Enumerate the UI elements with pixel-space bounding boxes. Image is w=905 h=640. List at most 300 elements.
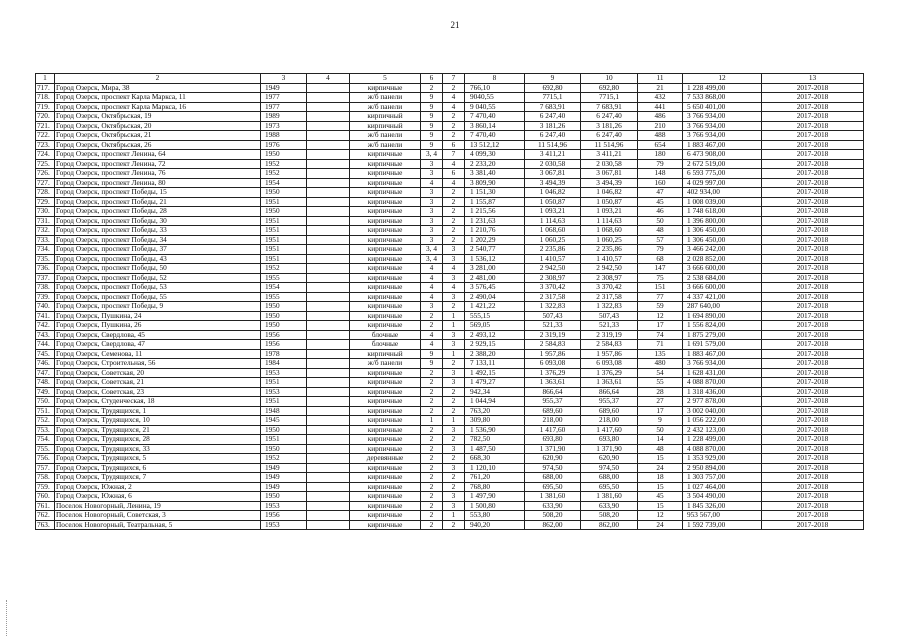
table-cell: 147 xyxy=(638,264,683,274)
table-cell: кирпичные xyxy=(350,169,421,179)
table-cell xyxy=(307,235,350,245)
table-cell: кирпичные xyxy=(350,501,421,511)
table-cell: 761. xyxy=(36,501,55,511)
table-cell: 441 xyxy=(638,102,683,112)
table-cell: 1954 xyxy=(261,283,307,293)
table-cell: 1955 xyxy=(261,292,307,302)
table-cell: 728. xyxy=(36,188,55,198)
table-cell: 1953 xyxy=(261,520,307,530)
table-cell: 1951 xyxy=(261,197,307,207)
table-cell: 2017-2018 xyxy=(762,83,864,93)
table-cell: Город Озерск, Октябрьская, 19 xyxy=(55,112,261,122)
table-cell: 1952 xyxy=(261,454,307,464)
table-cell: Город Озерск, проспект Победы, 15 xyxy=(55,188,261,198)
table-cell: 4 xyxy=(421,264,443,274)
table-cell: 717. xyxy=(36,83,55,93)
table-cell: 1 202,29 xyxy=(465,235,525,245)
table-cell: 47 xyxy=(638,188,683,198)
table-cell: Город Озерск, Советская, 23 xyxy=(55,387,261,397)
table-cell: 2 xyxy=(443,121,465,131)
table-cell: 1956 xyxy=(261,330,307,340)
table-cell: 12 xyxy=(638,311,683,321)
table-cell: 2017-2018 xyxy=(762,416,864,426)
table-cell: 7 470,40 xyxy=(465,112,525,122)
table-cell: Город Озерск, Октябрьская, 20 xyxy=(55,121,261,131)
table-cell: 287 640,00 xyxy=(683,302,762,312)
table-cell: кирпичные xyxy=(350,492,421,502)
table-cell: Город Озерск, Октябрьская, 26 xyxy=(55,140,261,150)
table-cell: Город Озерск, Строительная, 56 xyxy=(55,359,261,369)
table-cell: 3 xyxy=(421,169,443,179)
table-cell: Город Озерск, проспект Победы, 37 xyxy=(55,245,261,255)
table-cell: 521,33 xyxy=(581,321,638,331)
table-cell: 866,64 xyxy=(581,387,638,397)
table-cell: Город Озерск, проспект Победы, 9 xyxy=(55,302,261,312)
table-cell: 2 xyxy=(421,473,443,483)
table-cell: кирпичный xyxy=(350,121,421,131)
table-cell: 4 xyxy=(443,102,465,112)
table-cell: 4 xyxy=(421,330,443,340)
table-row xyxy=(36,283,864,293)
table-cell: 1 060,25 xyxy=(581,235,638,245)
table-cell: 2 xyxy=(421,454,443,464)
table-cell: 2 xyxy=(421,83,443,93)
table-cell: 729. xyxy=(36,197,55,207)
table-row xyxy=(36,359,864,369)
table-cell: 692,80 xyxy=(581,83,638,93)
table-cell: 2017-2018 xyxy=(762,264,864,274)
table-cell: 740. xyxy=(36,302,55,312)
table-cell: 6 473 908,00 xyxy=(683,150,762,160)
table-cell: блочные xyxy=(350,330,421,340)
table-cell: 688,00 xyxy=(525,473,581,483)
table-cell: 6 247,40 xyxy=(581,131,638,141)
column-header-cell: 5 xyxy=(350,74,421,84)
table-cell: 1976 xyxy=(261,140,307,150)
table-row xyxy=(36,349,864,359)
table-cell: 1 592 739,00 xyxy=(683,520,762,530)
table-cell: 2 xyxy=(421,520,443,530)
table-cell: 2 493,12 xyxy=(465,330,525,340)
table-cell xyxy=(307,121,350,131)
table-cell: Город Озерск, Советская, 21 xyxy=(55,378,261,388)
table-cell: 3 466 242,00 xyxy=(683,245,762,255)
table-cell: 1952 xyxy=(261,169,307,179)
housing-register-table xyxy=(35,73,864,530)
table-cell: 15 xyxy=(638,482,683,492)
table-cell: 9 xyxy=(421,131,443,141)
table-cell: 3 666 600,00 xyxy=(683,264,762,274)
table-cell: 756. xyxy=(36,454,55,464)
table-cell xyxy=(307,169,350,179)
table-cell: 2017-2018 xyxy=(762,93,864,103)
table-cell: 12 xyxy=(638,511,683,521)
table-cell: 761,20 xyxy=(465,473,525,483)
table-cell: 3 xyxy=(443,444,465,454)
table-cell: 760. xyxy=(36,492,55,502)
table-cell: 1950 xyxy=(261,444,307,454)
table-cell: 3 xyxy=(421,235,443,245)
table-cell xyxy=(307,150,350,160)
table-cell: 2017-2018 xyxy=(762,226,864,236)
table-row xyxy=(36,254,864,264)
table-cell: кирпичные xyxy=(350,150,421,160)
table-cell: 2017-2018 xyxy=(762,188,864,198)
table-cell: 24 xyxy=(638,520,683,530)
table-cell: 1 322,83 xyxy=(581,302,638,312)
table-cell: 974,50 xyxy=(581,463,638,473)
table-cell: 721. xyxy=(36,121,55,131)
table-cell: 180 xyxy=(638,150,683,160)
table-cell: 2017-2018 xyxy=(762,340,864,350)
table-cell: 1 xyxy=(443,321,465,331)
table-cell: 2017-2018 xyxy=(762,368,864,378)
table-cell: 2017-2018 xyxy=(762,235,864,245)
table-cell: 3 xyxy=(443,292,465,302)
table-cell: 2017-2018 xyxy=(762,321,864,331)
table-cell: 11 514,96 xyxy=(525,140,581,150)
table-cell: кирпичные xyxy=(350,406,421,416)
table-row xyxy=(36,140,864,150)
table-cell: 744. xyxy=(36,340,55,350)
table-cell: 1951 xyxy=(261,397,307,407)
table-cell: 1 957,86 xyxy=(581,349,638,359)
table-cell: 2 xyxy=(421,425,443,435)
table-cell xyxy=(307,416,350,426)
table-cell: ж/б панели xyxy=(350,93,421,103)
table-cell: 2 xyxy=(443,188,465,198)
table-cell: 151 xyxy=(638,283,683,293)
table-cell: 2 235,86 xyxy=(581,245,638,255)
table-cell: 1951 xyxy=(261,216,307,226)
table-cell: 7715,1 xyxy=(581,93,638,103)
table-cell: 866,64 xyxy=(525,387,581,397)
table-cell: 1 306 450,00 xyxy=(683,226,762,236)
table-cell: 1 353 929,00 xyxy=(683,454,762,464)
table-cell: 2017-2018 xyxy=(762,473,864,483)
table-cell xyxy=(307,520,350,530)
table-cell: 955,37 xyxy=(581,397,638,407)
table-cell: 1951 xyxy=(261,235,307,245)
table-cell: 1 536,12 xyxy=(465,254,525,264)
table-cell: 2 xyxy=(421,387,443,397)
table-cell: 7 133,11 xyxy=(465,359,525,369)
table-cell: 1 492,15 xyxy=(465,368,525,378)
table-cell: 3 xyxy=(421,302,443,312)
table-cell: 7 470,40 xyxy=(465,131,525,141)
table-cell: 1 748 618,00 xyxy=(683,207,762,217)
table-cell: 3 xyxy=(443,340,465,350)
table-cell: 507,43 xyxy=(581,311,638,321)
table-cell: Город Озерск, Трудящихся, 7 xyxy=(55,473,261,483)
table-cell: 9 xyxy=(421,93,443,103)
table-cell: 1 215,56 xyxy=(465,207,525,217)
table-cell: 17 xyxy=(638,406,683,416)
table-cell: 763,20 xyxy=(465,406,525,416)
table-cell: 1 556 824,00 xyxy=(683,321,762,331)
table-row xyxy=(36,273,864,283)
table-cell: 862,00 xyxy=(525,520,581,530)
table-cell: Город Озерск, проспект Победы, 52 xyxy=(55,273,261,283)
table-cell: Город Озерск, проспект Ленина, 72 xyxy=(55,159,261,169)
table-cell: 692,80 xyxy=(525,83,581,93)
table-cell: 2 xyxy=(421,368,443,378)
table-cell: 2017-2018 xyxy=(762,330,864,340)
table-cell: 3 xyxy=(443,492,465,502)
table-cell: 9 xyxy=(421,349,443,359)
table-cell: Город Озерск, проспект Победы, 21 xyxy=(55,197,261,207)
table-cell: 1 371,90 xyxy=(525,444,581,454)
table-cell: 3 766 934,00 xyxy=(683,359,762,369)
table-cell: 749. xyxy=(36,387,55,397)
table-cell: 2 xyxy=(421,321,443,331)
table-cell: Город Озерск, Трудящихся, 1 xyxy=(55,406,261,416)
column-header-cell: 7 xyxy=(443,74,465,84)
table-cell: 3 xyxy=(443,273,465,283)
table-cell: 723. xyxy=(36,140,55,150)
table-cell: 17 xyxy=(638,321,683,331)
table-cell: 955,37 xyxy=(525,397,581,407)
table-cell: 135 xyxy=(638,349,683,359)
table-cell: 733. xyxy=(36,235,55,245)
column-header-cell: 10 xyxy=(581,74,638,84)
table-cell: 2 xyxy=(421,378,443,388)
table-cell xyxy=(307,482,350,492)
table-cell: 4 099,30 xyxy=(465,150,525,160)
table-cell: ж/б панели xyxy=(350,140,421,150)
table-cell: 3 281,00 xyxy=(465,264,525,274)
table-cell: кирпичный xyxy=(350,112,421,122)
table-cell: 2017-2018 xyxy=(762,283,864,293)
table-cell: 3 xyxy=(421,226,443,236)
table-cell: Город Озерск, проспект Победы, 53 xyxy=(55,283,261,293)
table-cell: 2 xyxy=(443,235,465,245)
table-cell: 218,00 xyxy=(581,416,638,426)
table-cell: 2 xyxy=(443,387,465,397)
table-cell: 2 319,19 xyxy=(581,330,638,340)
table-cell xyxy=(307,216,350,226)
table-cell: 218,00 xyxy=(525,416,581,426)
table-cell: 2 xyxy=(443,520,465,530)
table-cell xyxy=(307,425,350,435)
table-cell xyxy=(307,473,350,483)
table-cell: 1956 xyxy=(261,340,307,350)
table-cell: 953 567,00 xyxy=(683,511,762,521)
table-cell xyxy=(307,254,350,264)
table-cell: 2017-2018 xyxy=(762,121,864,131)
table-cell: кирпичные xyxy=(350,292,421,302)
table-cell: 2017-2018 xyxy=(762,150,864,160)
table-cell: 1 068,60 xyxy=(525,226,581,236)
table-cell: Город Озерск, Трудящихся, 28 xyxy=(55,435,261,445)
table-cell: Город Озерск, проспект Победы, 30 xyxy=(55,216,261,226)
table-cell: 1 027 464,00 xyxy=(683,482,762,492)
table-cell: 3, 4 xyxy=(421,150,443,160)
table-cell: 48 xyxy=(638,226,683,236)
table-cell: 14 xyxy=(638,435,683,445)
table-cell: 730. xyxy=(36,207,55,217)
table-cell: 1949 xyxy=(261,463,307,473)
table-cell: Город Озерск, Трудящихся, 6 xyxy=(55,463,261,473)
table-cell: 3 494,39 xyxy=(525,178,581,188)
table-cell: 2 xyxy=(421,435,443,445)
table-row xyxy=(36,311,864,321)
table-cell: 486 xyxy=(638,112,683,122)
table-cell: 3 002 040,00 xyxy=(683,406,762,416)
table-cell xyxy=(307,378,350,388)
table-row xyxy=(36,425,864,435)
table-cell: 9 xyxy=(638,416,683,426)
table-cell: 3 xyxy=(443,463,465,473)
table-cell: 4 xyxy=(421,283,443,293)
table-cell: 1953 xyxy=(261,368,307,378)
table-cell: кирпичные xyxy=(350,435,421,445)
table-cell: 74 xyxy=(638,330,683,340)
table-cell: 1 691 579,00 xyxy=(683,340,762,350)
table-cell: 2017-2018 xyxy=(762,520,864,530)
table-cell: 768,80 xyxy=(465,482,525,492)
table-cell: 3 370,42 xyxy=(581,283,638,293)
table-cell: 1 306 450,00 xyxy=(683,235,762,245)
table-cell: 3 766 934,00 xyxy=(683,131,762,141)
table-cell: 2017-2018 xyxy=(762,207,864,217)
table-cell xyxy=(307,454,350,464)
table-row xyxy=(36,454,864,464)
table-cell xyxy=(307,283,350,293)
table-cell: 2 xyxy=(443,83,465,93)
table-cell: 2 030,58 xyxy=(581,159,638,169)
table-row xyxy=(36,378,864,388)
table-cell: 1 883 467,00 xyxy=(683,349,762,359)
table-cell: Поселок Новогорный, Советская, 3 xyxy=(55,511,261,521)
table-cell: 508,20 xyxy=(581,511,638,521)
table-cell: 1 008 039,00 xyxy=(683,197,762,207)
table-cell: 1950 xyxy=(261,207,307,217)
table-cell: 2 xyxy=(443,397,465,407)
table-cell: 55 xyxy=(638,378,683,388)
table-cell: 1 376,29 xyxy=(581,368,638,378)
table-cell: 1 371,90 xyxy=(581,444,638,454)
table-cell: 731. xyxy=(36,216,55,226)
table-cell: 2017-2018 xyxy=(762,112,864,122)
table-cell: 1950 xyxy=(261,311,307,321)
table-cell: 1 410,57 xyxy=(525,254,581,264)
table-cell: 1952 xyxy=(261,159,307,169)
table-cell: 693,80 xyxy=(581,435,638,445)
table-cell: 1 093,21 xyxy=(525,207,581,217)
table-cell: 2017-2018 xyxy=(762,349,864,359)
table-cell: 4 088 870,00 xyxy=(683,378,762,388)
table-cell: 2 977 878,00 xyxy=(683,397,762,407)
table-cell: 2017-2018 xyxy=(762,397,864,407)
table-cell: 1 155,87 xyxy=(465,197,525,207)
table-cell: Город Озерск, Советская, 20 xyxy=(55,368,261,378)
table-cell: 3 xyxy=(421,216,443,226)
table-cell: 7 683,91 xyxy=(525,102,581,112)
table-cell: 2 432 123,00 xyxy=(683,425,762,435)
table-cell: 2017-2018 xyxy=(762,378,864,388)
table-cell: 3 860,14 xyxy=(465,121,525,131)
table-row xyxy=(36,492,864,502)
table-cell: 1951 xyxy=(261,435,307,445)
table-cell: 1950 xyxy=(261,321,307,331)
table-cell: Город Озерск, Трудящихся, 33 xyxy=(55,444,261,454)
table-row xyxy=(36,444,864,454)
table-cell: 1 093,21 xyxy=(581,207,638,217)
table-cell: 1 210,76 xyxy=(465,226,525,236)
table-cell: 569,05 xyxy=(465,321,525,331)
table-cell: 668,30 xyxy=(465,454,525,464)
table-cell: 9 xyxy=(421,112,443,122)
table-row xyxy=(36,520,864,530)
table-cell: 3 xyxy=(421,159,443,169)
column-number-header xyxy=(36,74,864,84)
table-cell: кирпичные xyxy=(350,473,421,483)
table-cell: 1 421,22 xyxy=(465,302,525,312)
table-cell: 739. xyxy=(36,292,55,302)
margin-mark xyxy=(6,600,9,636)
table-cell: 732. xyxy=(36,226,55,236)
table-row xyxy=(36,121,864,131)
table-cell: кирпичные xyxy=(350,283,421,293)
table-cell: 488 xyxy=(638,131,683,141)
table-cell: 1 497,90 xyxy=(465,492,525,502)
table-cell: 1 xyxy=(443,416,465,426)
table-cell: 2 xyxy=(421,444,443,454)
table-cell: 1 046,82 xyxy=(525,188,581,198)
table-row xyxy=(36,302,864,312)
table-cell: 18 xyxy=(638,473,683,483)
table-cell: 402 934,00 xyxy=(683,188,762,198)
table-cell: 28 xyxy=(638,387,683,397)
table-cell: 2017-2018 xyxy=(762,102,864,112)
table-cell: 2 xyxy=(443,131,465,141)
table-cell xyxy=(307,340,350,350)
table-cell: блочные xyxy=(350,340,421,350)
table-cell: кирпичные xyxy=(350,511,421,521)
table-cell: 2017-2018 xyxy=(762,492,864,502)
table-cell: 2 490,04 xyxy=(465,292,525,302)
table-cell: Город Озерск, проспект Победы, 55 xyxy=(55,292,261,302)
table-cell: 1 500,80 xyxy=(465,501,525,511)
table-cell: кирпичные xyxy=(350,425,421,435)
table-cell: 1 114,63 xyxy=(525,216,581,226)
table-cell: 748. xyxy=(36,378,55,388)
table-cell: 9 xyxy=(421,121,443,131)
table-cell: 46 xyxy=(638,207,683,217)
table-cell xyxy=(307,188,350,198)
table-cell: 1950 xyxy=(261,425,307,435)
table-cell: 3 xyxy=(421,207,443,217)
table-cell: кирпичные xyxy=(350,207,421,217)
table-cell: кирпичные xyxy=(350,321,421,331)
table-cell: 2 538 684,00 xyxy=(683,273,762,283)
table-cell: 553,80 xyxy=(465,511,525,521)
table-row xyxy=(36,169,864,179)
table-cell: ж/б панели xyxy=(350,102,421,112)
table-cell: 1949 xyxy=(261,83,307,93)
table-cell: 3 576,45 xyxy=(465,283,525,293)
table-cell: 4 xyxy=(443,264,465,274)
table-cell xyxy=(307,397,350,407)
table-row xyxy=(36,245,864,255)
table-cell: 3 xyxy=(443,378,465,388)
table-cell: кирпичные xyxy=(350,245,421,255)
table-row xyxy=(36,406,864,416)
column-header-cell: 12 xyxy=(683,74,762,84)
table-cell: 3 181,26 xyxy=(525,121,581,131)
table-cell: 1 875 279,00 xyxy=(683,330,762,340)
